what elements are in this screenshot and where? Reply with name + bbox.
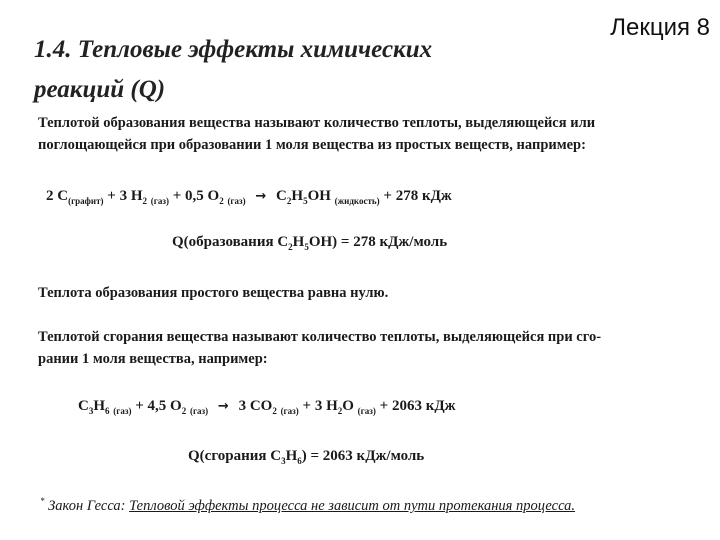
state-label: (газ): [113, 406, 132, 416]
plus-sign: +: [383, 188, 392, 204]
formula-part: C: [276, 188, 287, 204]
subscript: 2: [142, 196, 147, 206]
formula-part: 3 H: [314, 398, 338, 414]
title-line-2: реакций (Q): [34, 76, 166, 103]
plus-sign: +: [135, 398, 144, 414]
combustion-line-1: Теплотой сгорания вещества называют количество теплоты, выделяющейся при сго-: [38, 329, 602, 345]
subscript: 2: [272, 406, 277, 416]
subscript: 5: [303, 196, 308, 206]
q-text: H: [285, 448, 298, 464]
simple-substance-statement: [38, 282, 688, 304]
reactant-oxygen: 0,5 O: [185, 188, 220, 204]
state-label: (газ): [280, 406, 299, 416]
hess-law: [40, 496, 575, 515]
combustion-definition: [38, 326, 688, 370]
reactant-oxygen: 4,5 O: [147, 398, 182, 414]
formation-line-1: Теплотой образования вещества называют количество теплоты, выделяющейся или: [38, 115, 596, 131]
subscript: 3: [88, 406, 94, 416]
subscript: 6: [297, 456, 302, 466]
product-co2: 3 CO: [238, 398, 273, 414]
hess-law-label: Закон Гесса:: [48, 497, 126, 514]
formula-part: H: [93, 398, 106, 414]
formation-line-2: поглощающейся при образовании 1 моля вещества из простых веществ, например:: [38, 137, 586, 153]
lecture-label: Лекция 8: [610, 14, 710, 41]
reaction-arrow-icon: →: [217, 399, 229, 414]
plus-sign: +: [172, 188, 182, 204]
subscript: 2: [288, 242, 293, 252]
subscript: 2: [181, 406, 187, 416]
product-ethanol: [276, 188, 331, 204]
subscript: 5: [304, 242, 309, 252]
heat-value: 2063 кДж: [391, 398, 456, 414]
reactant-propene: [78, 398, 110, 414]
formula-part: O: [342, 398, 354, 414]
state-label: (графит): [68, 196, 104, 206]
slide-title: [34, 30, 594, 110]
state-label: (жидкость): [334, 196, 380, 206]
plus-sign: +: [302, 398, 312, 414]
q-text: Q(образования C: [172, 234, 289, 250]
state-label: (газ): [227, 196, 246, 206]
state-label: (газ): [357, 406, 376, 416]
q-text: H: [292, 234, 305, 250]
subscript: 2: [337, 406, 343, 416]
footnote-mark: *: [40, 496, 45, 506]
subscript: 2: [219, 196, 224, 206]
plus-sign: +: [379, 398, 389, 414]
combustion-equation: [78, 398, 456, 415]
subscript: 6: [105, 406, 110, 416]
q-text: OH) = 278 кДж/моль: [308, 234, 448, 250]
simple-line: Теплота образования простого вещества равна нулю.: [38, 285, 389, 301]
hess-law-definition: Тепловой эффекты процесса не зависит от пути протекания процесса.: [129, 497, 576, 514]
reactant-hydrogen: 3 H: [119, 188, 143, 204]
q-text: ) = 2063 кДж/моль: [301, 448, 425, 464]
state-label: (газ): [189, 406, 209, 416]
combustion-line-2: рании 1 моля вещества, например:: [38, 351, 268, 367]
formation-q-line: [172, 234, 447, 251]
reaction-arrow-icon: →: [255, 189, 267, 204]
title-line-1: 1.4. Тепловые эффекты химических: [34, 36, 433, 63]
subscript: 3: [281, 456, 286, 466]
q-text: Q(сгорания C: [188, 448, 282, 464]
formation-equation: [46, 188, 452, 205]
subscript: 2: [286, 196, 292, 206]
state-label: (газ): [150, 196, 169, 206]
formation-definition: [38, 112, 688, 156]
formula-part: C: [78, 398, 89, 414]
formula-part: H: [291, 188, 304, 204]
formula-part: OH: [307, 188, 331, 204]
heat-value: 278 кДж: [395, 188, 452, 204]
product-water: [315, 398, 354, 414]
reactant-carbon: 2 C: [46, 188, 69, 204]
combustion-q-line: [188, 448, 424, 465]
plus-sign: +: [107, 188, 116, 204]
